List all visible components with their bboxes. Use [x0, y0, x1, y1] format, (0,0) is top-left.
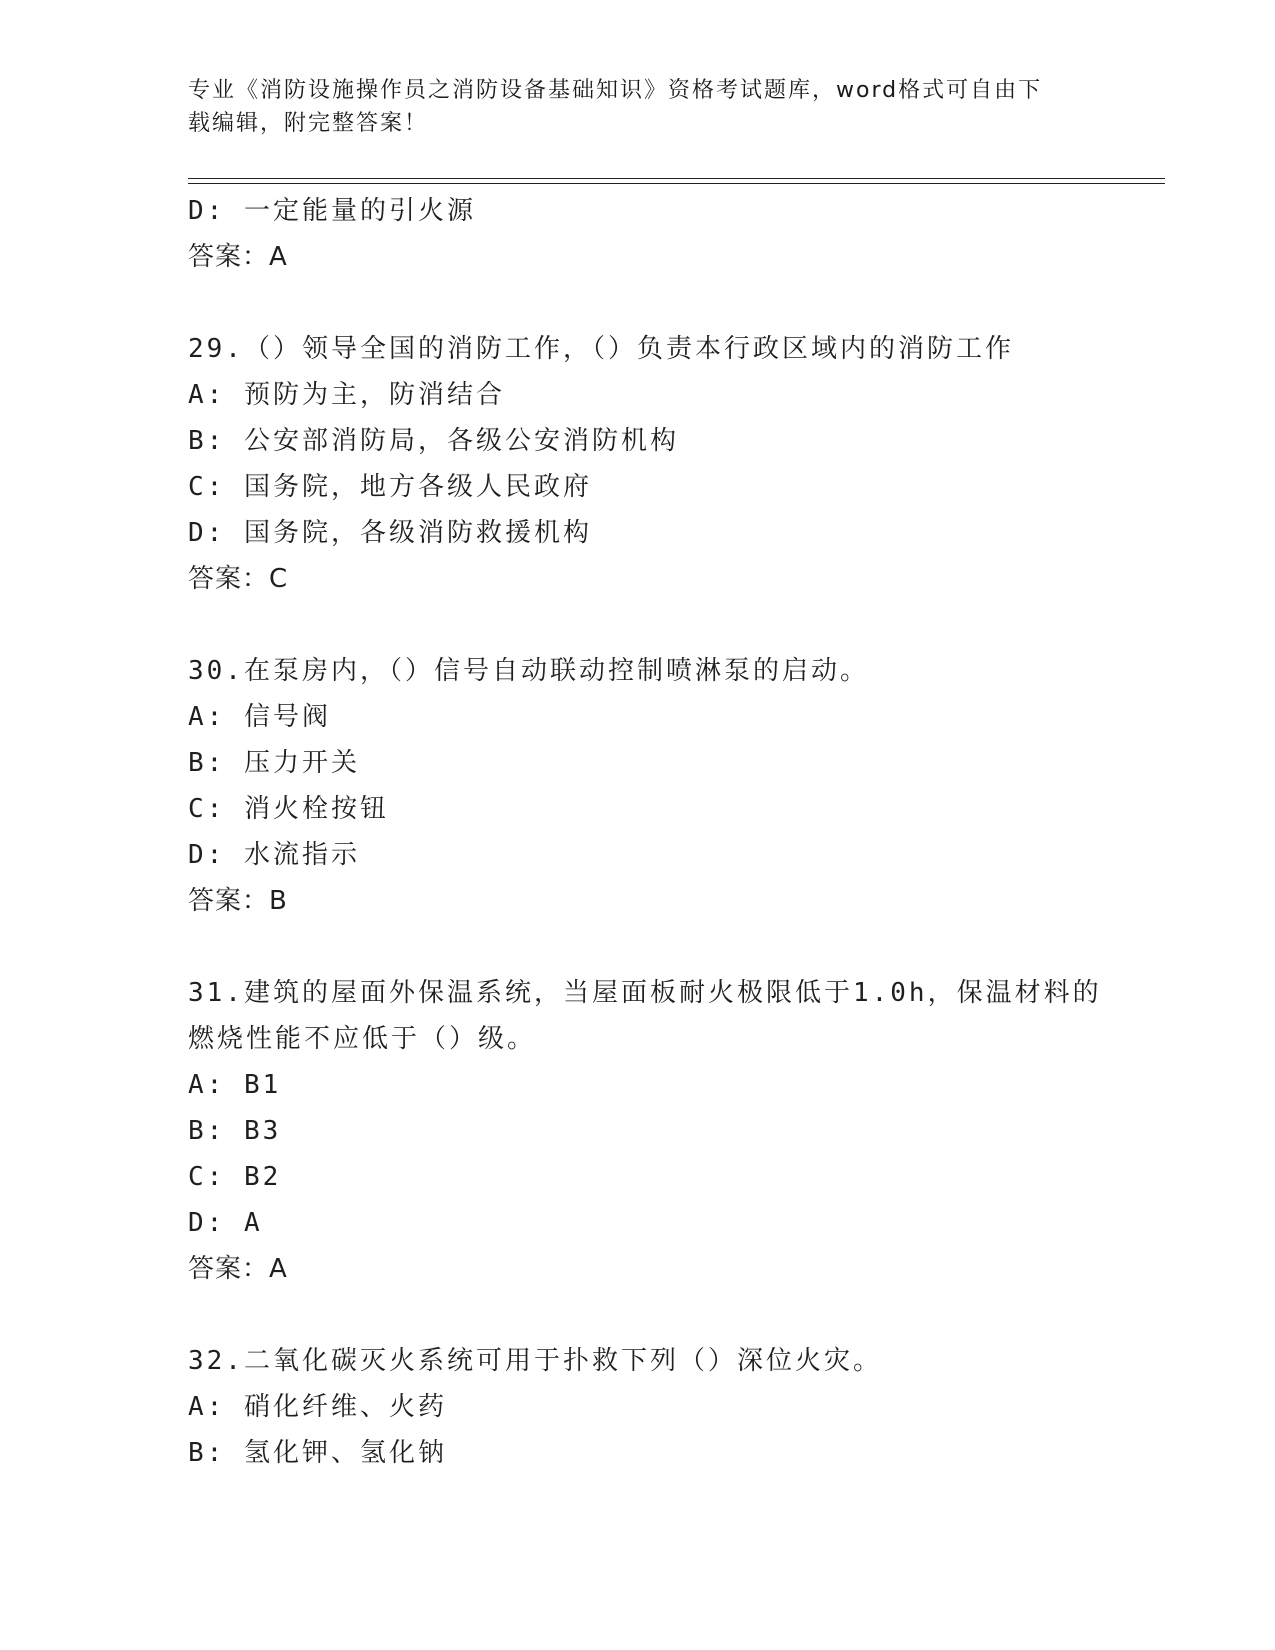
- answer: 答案：A: [188, 1254, 288, 1284]
- option-a: A: 信号阀: [188, 702, 331, 732]
- option-b: B: 氢化钾、氢化钠: [188, 1438, 447, 1468]
- answer: 答案：B: [188, 886, 288, 916]
- question-stem: 29.（）领导全国的消防工作，（）负责本行政区域内的消防工作: [188, 334, 1014, 364]
- question-31: [188, 970, 1168, 1292]
- option-c: C: B2: [188, 1162, 282, 1192]
- option-a: A: B1: [188, 1070, 282, 1100]
- question-29: [188, 326, 1168, 602]
- header-line-2: 载编辑，附完整答案！: [188, 111, 429, 136]
- spacer: [188, 602, 1168, 648]
- question-30: [188, 648, 1168, 924]
- option-d: D: A: [188, 1208, 263, 1238]
- option-d: D: 国务院，各级消防救援机构: [188, 518, 592, 548]
- option-c: C: 消火栓按钮: [188, 794, 389, 824]
- question-content: [188, 188, 1168, 1476]
- spacer: [188, 1292, 1168, 1338]
- option-a: A: 硝化纤维、火药: [188, 1392, 447, 1422]
- prev-answer: 答案：A: [188, 242, 288, 272]
- option-a: A: 预防为主，防消结合: [188, 380, 505, 410]
- header-divider-bottom: [188, 183, 1165, 184]
- prev-option-d: D: 一定能量的引火源: [188, 196, 476, 226]
- option-d: D: 水流指示: [188, 840, 360, 870]
- spacer: [188, 280, 1168, 326]
- spacer: [188, 924, 1168, 970]
- question-stem: 30.在泵房内，（）信号自动联动控制喷淋泵的启动。: [188, 656, 869, 686]
- header-line-1: 专业《消防设施操作员之消防设备基础知识》资格考试题库，word格式可自由下: [188, 78, 1043, 103]
- option-c: C: 国务院，地方各级人民政府: [188, 472, 592, 502]
- question-stem-line-1: 31.建筑的屋面外保温系统，当屋面板耐火极限低于1.0h，保温材料的: [188, 978, 1102, 1008]
- question-stem: 32.二氧化碳灭火系统可用于扑救下列（）深位火灾。: [188, 1346, 882, 1376]
- answer: 答案：C: [188, 564, 289, 594]
- question-stem-line-2: 燃烧性能不应低于（）级。: [188, 1024, 537, 1054]
- header-divider-top: [188, 178, 1165, 179]
- option-b: B: 压力开关: [188, 748, 360, 778]
- option-b: B: B3: [188, 1116, 282, 1146]
- option-b: B: 公安部消防局，各级公安消防机构: [188, 426, 679, 456]
- document-header: [188, 74, 1068, 140]
- question-32: [188, 1338, 1168, 1476]
